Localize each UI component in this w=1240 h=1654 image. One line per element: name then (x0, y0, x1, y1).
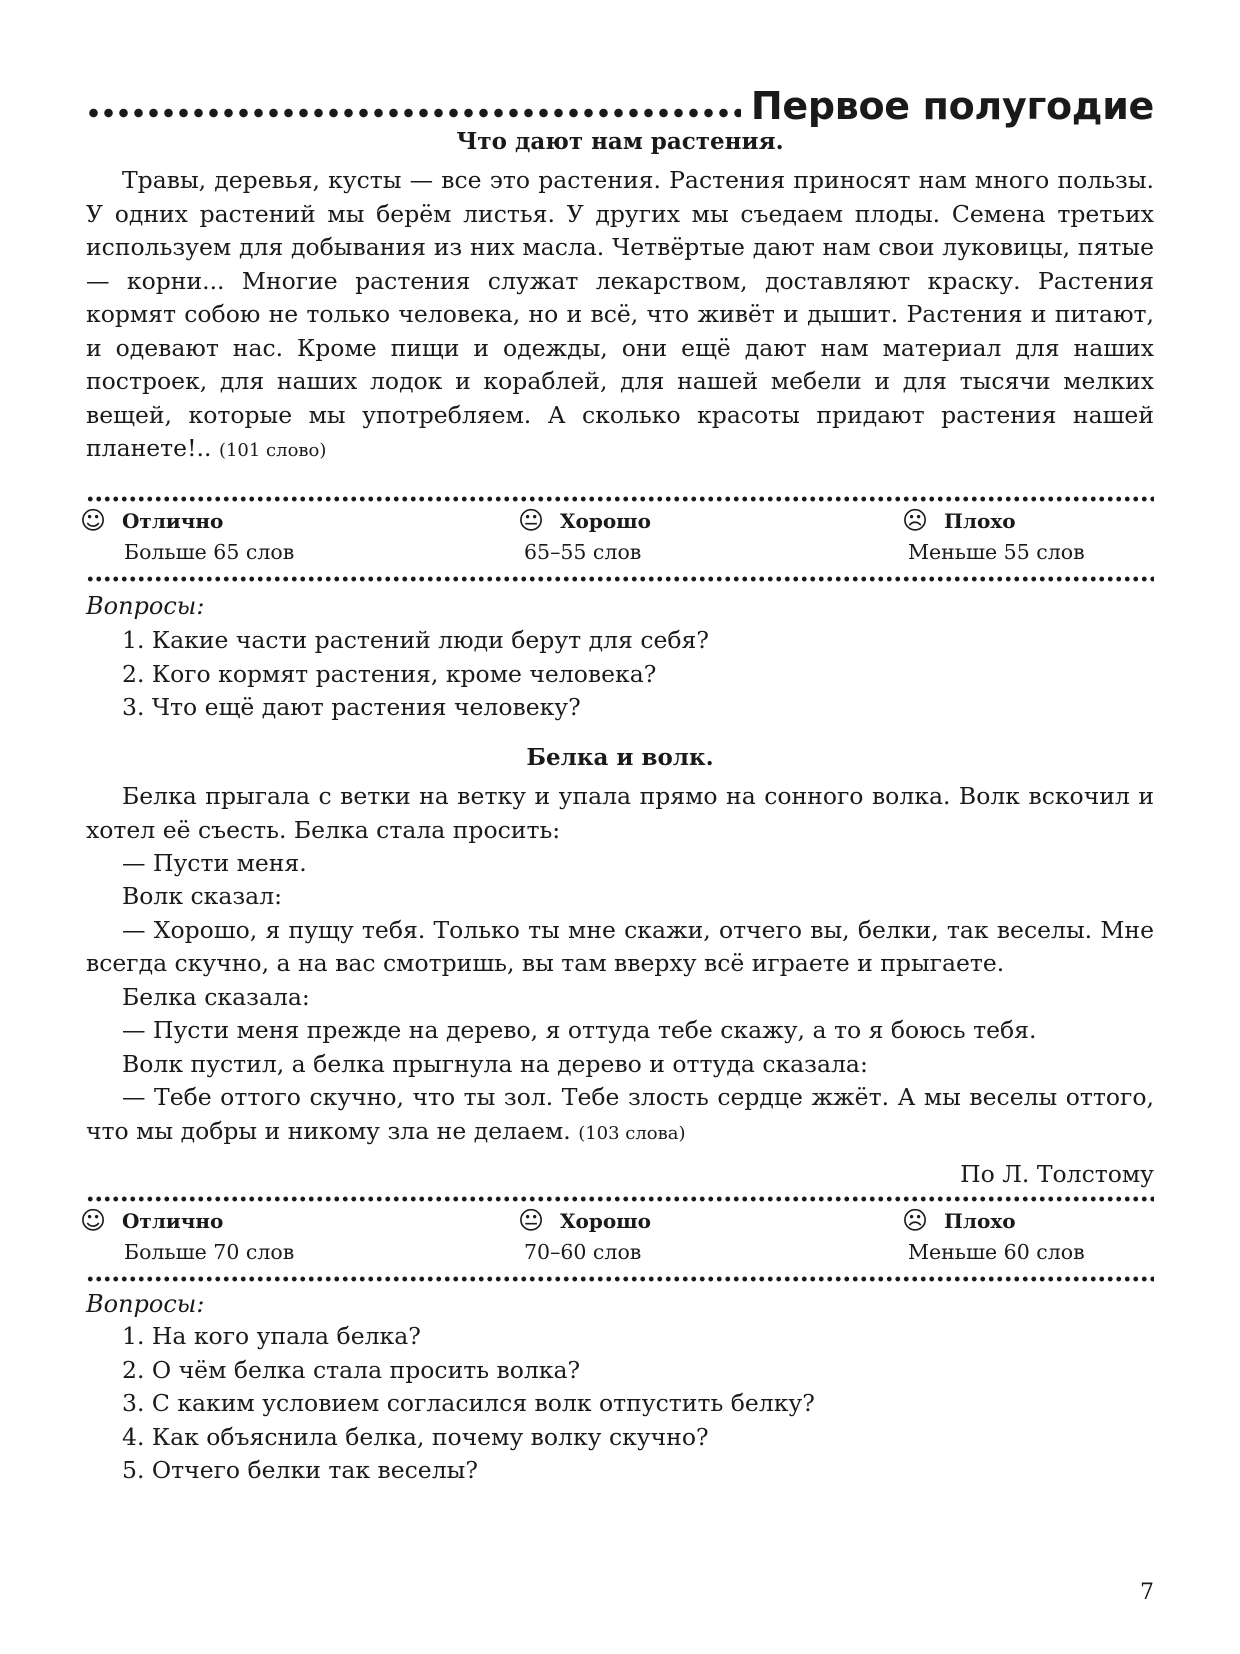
story1-word-count: (101 слово) (218, 440, 327, 461)
dotted-rule (86, 496, 1154, 502)
grade-bad (902, 506, 1085, 568)
story2-line: — Пусти меня прежде на дерево, я оттуда тебе скажу, а то я боюсь тебя. (122, 1016, 1037, 1045)
grade-range: Меньше 60 слов (908, 1240, 1085, 1264)
story1-questions (122, 624, 709, 725)
smile-icon: ☺ (80, 506, 107, 535)
question-item: 1. На кого упала белка? (122, 1322, 421, 1350)
page (80, 0, 1154, 1654)
grade-label: Отлично (122, 509, 224, 533)
story1-grades (80, 506, 1154, 572)
questions-label: Вопросы: (86, 1290, 205, 1318)
question-item: 4. Как объяснила белка, почему волку скучно? (122, 1422, 709, 1451)
story2-grades (80, 1206, 1154, 1272)
grade-good (518, 506, 652, 568)
page-number: 7 (1140, 1580, 1154, 1605)
story1-title: Что дают нам растения. (456, 128, 784, 155)
dotted-rule (86, 1196, 1154, 1202)
story2-line: — Пусти меня. (122, 849, 307, 877)
story2-questions (122, 1320, 815, 1488)
grade-bad (902, 1206, 1085, 1268)
story2-line: Белка прыгала с ветки на ветку и упала прямо на сонного волка. Волк вскочил и хотел её съесть. Белка стала просить: (86, 782, 1154, 844)
story1-text (86, 164, 1154, 468)
sad-face-icon: ☹ (902, 506, 929, 535)
grade-range: 65–55 слов (524, 540, 642, 564)
header-dotted-leader (86, 108, 741, 118)
neutral-face-icon: 😐 (518, 506, 545, 535)
grade-label: Плохо (944, 1209, 1016, 1233)
grade-label: Отлично (122, 1209, 224, 1233)
question-item: 5. Отчего белки так веселы? (122, 1456, 478, 1484)
story1-body: Травы, деревья, кусты — все это растения. Растения приносят нам много пользы. У одних растений мы берём листья. У других мы съедаем плоды. Семена третьих используем для добывания из них масла. Четвёртые дают нам свои луковицы, пятые — корни... Многие растения служат лекарством, доставляют краску. Растения кормят собою не только человека, но и всё, что живёт и дышит. Растения и питают, и одевают нас. Кроме пищи и одежды, они ещё дают нам материал для наших построек, для наших лодок и кораблей, для нашей мебели и для тысячи мелких вещей, которые мы употребляем. А сколько красоты придают растения нашей планете!.. (86, 166, 1154, 462)
section-header (86, 74, 1154, 130)
grade-excellent (80, 506, 295, 568)
story2-line: Волк пустил, а белка прыгнула на дерево и оттуда сказала: (122, 1049, 868, 1078)
question-item: 2. Кого кормят растения, кроме человека? (122, 659, 657, 688)
neutral-face-icon: 😐 (518, 1206, 545, 1235)
questions-label: Вопросы: (86, 592, 205, 620)
question-item: 3. Что ещё дают растения человеку? (122, 693, 581, 721)
question-item: 3. С каким условием согласился волк отпустить белку? (122, 1389, 815, 1417)
grade-label: Плохо (944, 509, 1016, 533)
section-title: Первое полугодие (750, 84, 1154, 128)
grade-label: Хорошо (560, 1209, 652, 1233)
author-attribution: По Л. Толстому (960, 1160, 1154, 1188)
grade-range: Меньше 55 слов (908, 540, 1085, 564)
sad-face-icon: ☹ (902, 1206, 929, 1235)
dotted-rule (86, 576, 1154, 582)
grade-range: Больше 65 слов (124, 540, 295, 564)
question-item: 1. Какие части растений люди берут для себя? (122, 626, 709, 654)
question-item: 2. О чём белка стала просить волка? (122, 1355, 581, 1384)
story2-line: — Тебе оттого скучно, что ты зол. Тебе злость сердце жжёт. А мы веселы оттого, что мы добры и никому зла не делаем. (86, 1083, 1154, 1145)
grade-label: Хорошо (560, 509, 652, 533)
story2-text (86, 780, 1154, 1150)
story2-word-count: (103 слова) (578, 1122, 686, 1144)
dotted-rule (86, 1276, 1154, 1282)
grade-excellent (80, 1206, 295, 1268)
story2-line: Волк сказал: (122, 882, 283, 911)
grade-good (518, 1206, 652, 1268)
grade-range: Больше 70 слов (124, 1240, 295, 1264)
smile-icon: ☺ (80, 1206, 107, 1235)
story2-title: Белка и волк. (526, 744, 714, 771)
story2-final (86, 1081, 1154, 1150)
story2-line: Белка сказала: (122, 982, 310, 1011)
grade-range: 70–60 слов (524, 1240, 642, 1264)
story2-line: — Хорошо, я пущу тебя. Только ты мне скажи, отчего вы, белки, так веселы. Мне всегда скучно, а на вас смотришь, вы там вверху всё играете и прыгаете. (86, 915, 1154, 978)
